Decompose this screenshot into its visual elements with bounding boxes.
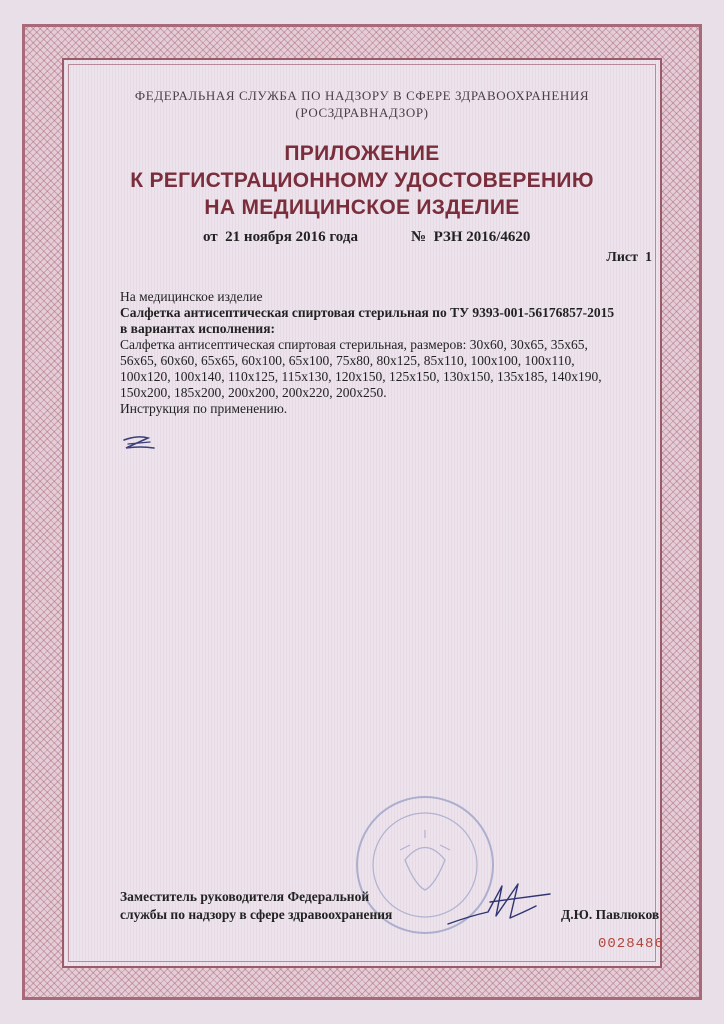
sizes-list	[120, 337, 660, 401]
title-certificate: К РЕГИСТРАЦИОННОМУ УДОСТОВЕРЕНИЮ	[130, 169, 594, 192]
instructions-line: Инструкция по применению.	[120, 401, 288, 416]
handwritten-signature	[440, 872, 560, 932]
variants-heading: в вариантах исполнения:	[120, 321, 276, 336]
sizes-line: 100х120, 100х140, 110х125, 115х130, 120х150, 125х150, 130х150, 135х185, 140х190,	[120, 369, 602, 384]
body-intro: На медицинское изделие	[120, 289, 263, 304]
issue-date: от 21 ноября 2016 года	[203, 229, 358, 245]
signatory-position-line2: службы по надзору в сфере здравоохранения	[120, 907, 393, 922]
handwritten-z-mark	[120, 432, 164, 458]
product-name: Салфетка антисептическая спиртовая стерильная по ТУ 9393-001-56176857-2015	[120, 305, 615, 320]
signatory-position-line1: Заместитель руководителя Федеральной	[120, 889, 370, 904]
sizes-line: Салфетка антисептическая спиртовая стерильная, размеров: 30х60, 30х65, 35х65,	[120, 337, 588, 352]
sizes-line: 56х65, 60х60, 65х65, 60х100, 65х100, 75х80, 80х125, 85х110, 100х100, 100х110,	[120, 353, 575, 368]
agency-name: ФЕДЕРАЛЬНАЯ СЛУЖБА ПО НАДЗОРУ В СФЕРЕ ЗДРАВООХРАНЕНИЯ	[134, 88, 590, 103]
serial-number: 0028486	[598, 936, 664, 952]
agency-abbreviation: (РОСЗДРАВНАДЗОР)	[295, 105, 429, 120]
signer-name: Д.Ю. Павлюков	[561, 907, 660, 922]
registration-number: № РЗН 2016/4620	[411, 229, 531, 245]
sizes-line: 150х200, 185х200, 200х200, 200х220, 200х250.	[120, 385, 387, 400]
sheet-number: Лист 1	[606, 250, 652, 265]
title-device: НА МЕДИЦИНСКОЕ ИЗДЕЛИЕ	[204, 196, 520, 219]
title-annex: ПРИЛОЖЕНИЕ	[284, 142, 440, 165]
